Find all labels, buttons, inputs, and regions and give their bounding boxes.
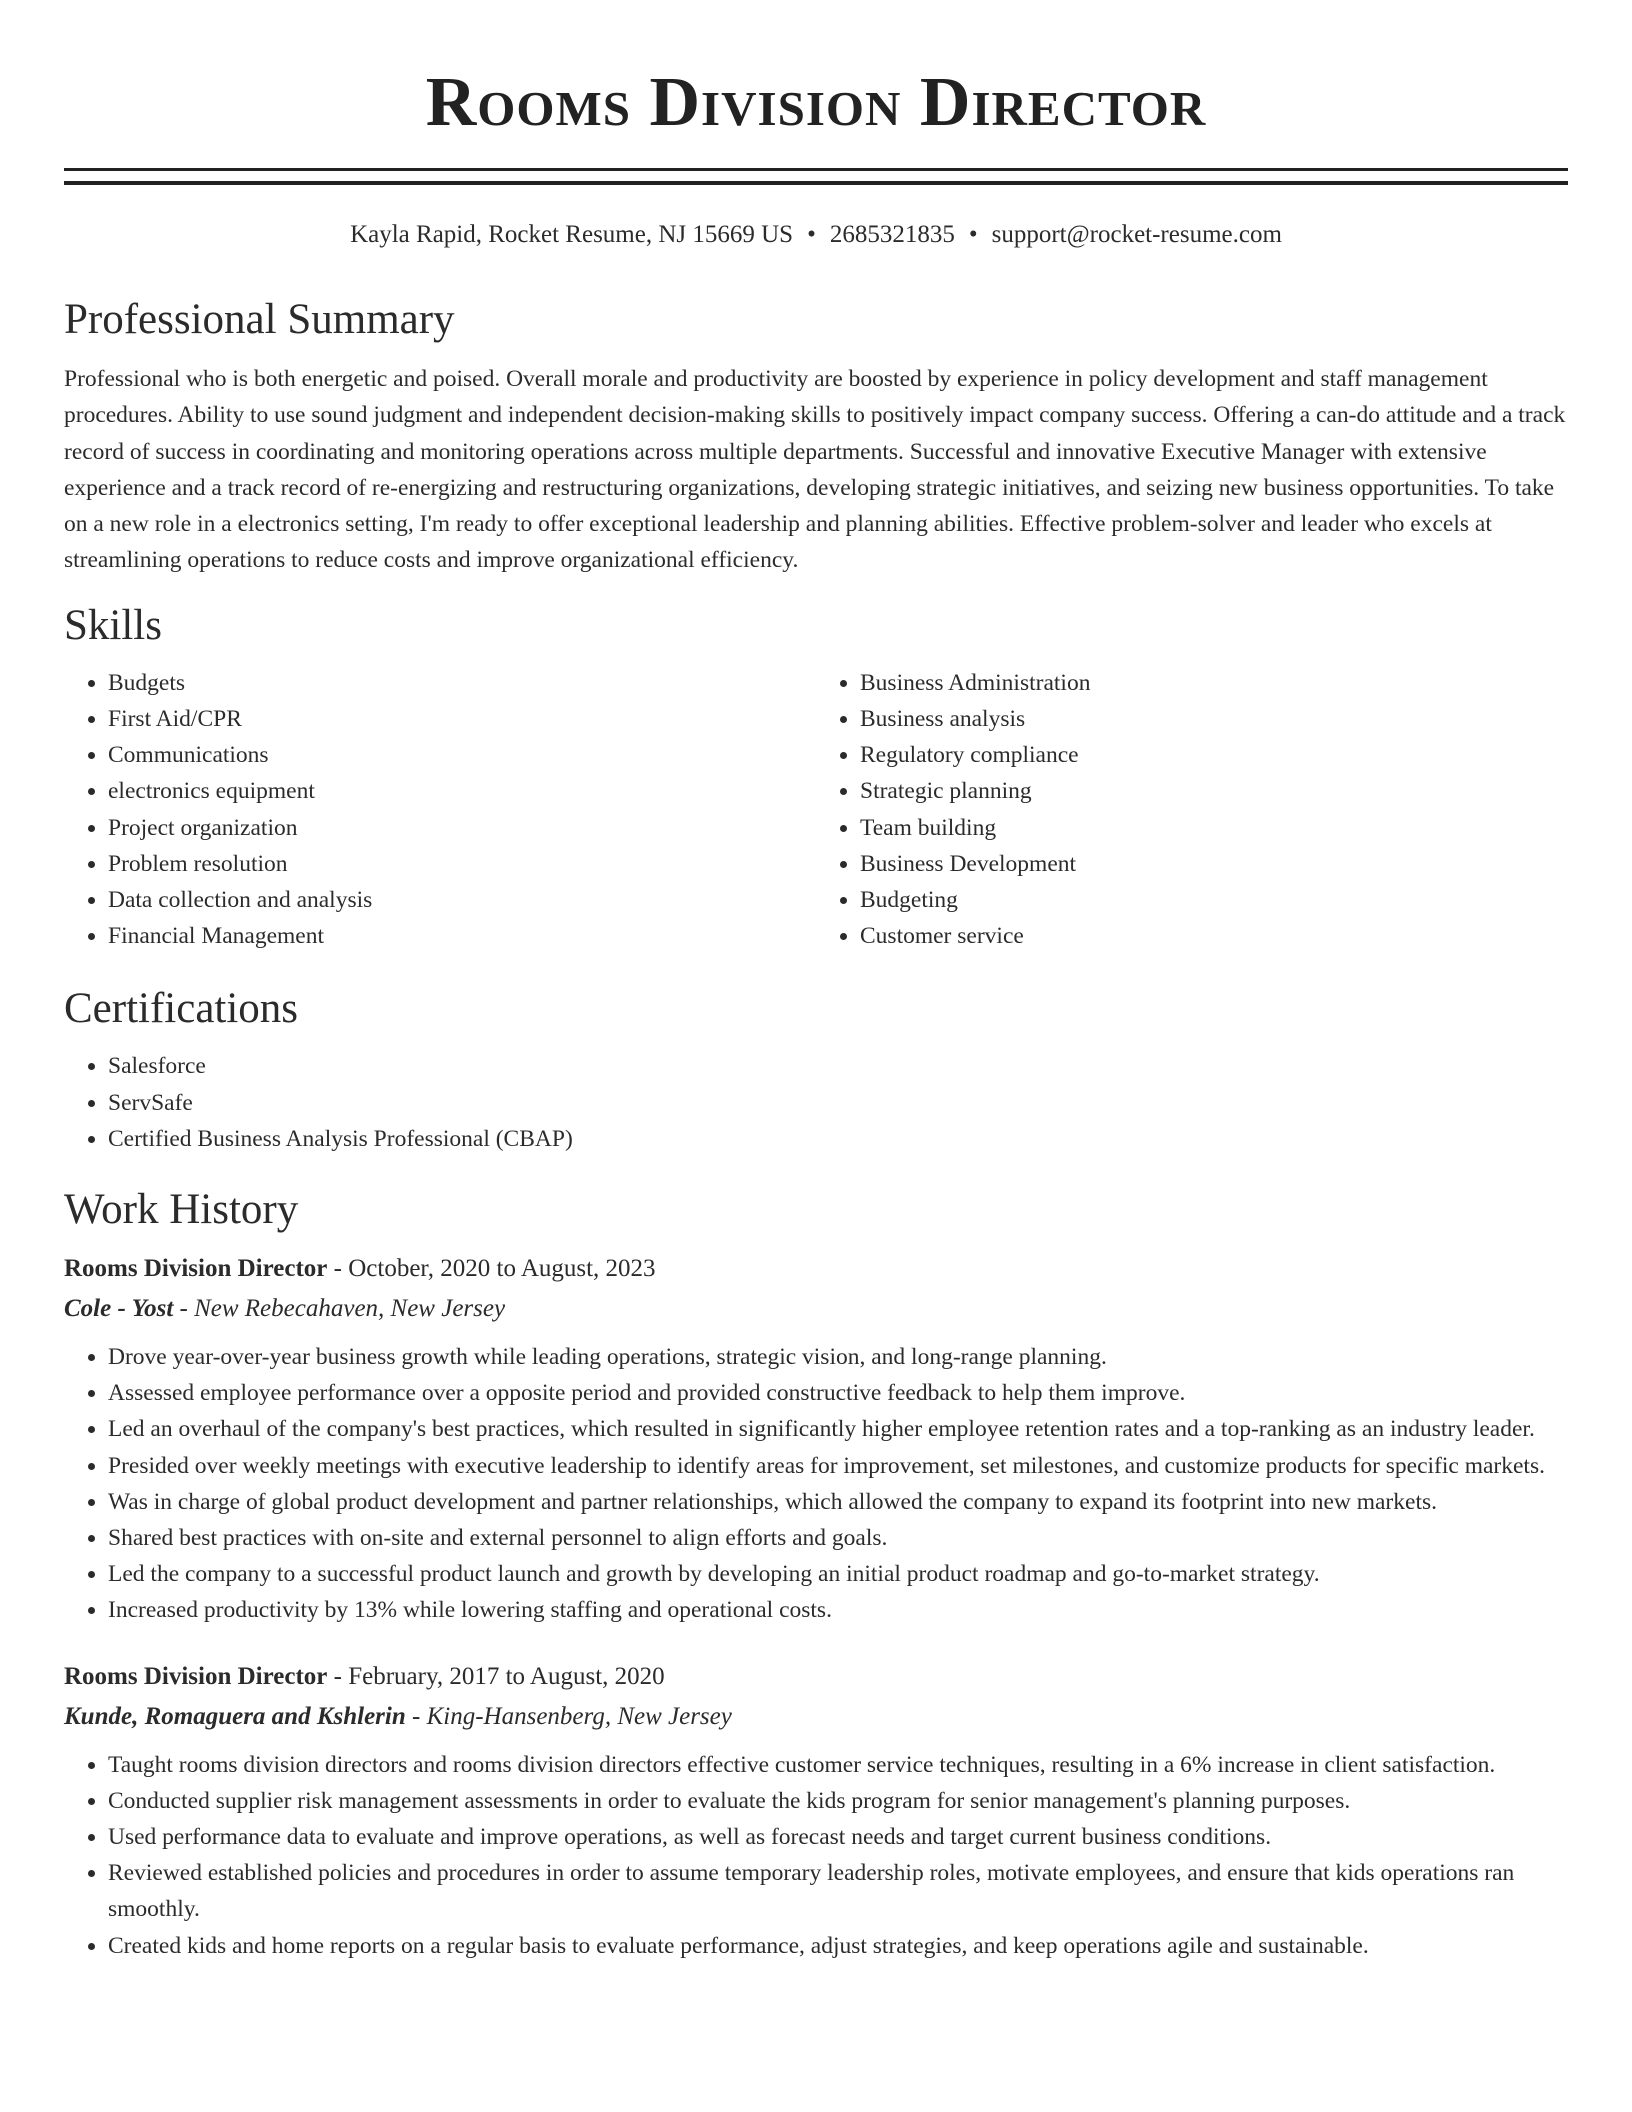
skill-item: • electronics equipment [108,773,816,809]
certification-item: • ServSafe [108,1085,1568,1121]
job-bullet-list [64,1747,1568,1964]
job-bullet: • Reviewed established policies and procedures in order to assume temporary leadership roles, motivate employees, and ensure that kids operations ran smoothly. [108,1855,1568,1927]
contact-email: support@rocket-resume.com [991,221,1282,248]
summary-text: Professional who is both energetic and poised. Overall morale and productivity are boosted by experience in policy development and staff management procedures. Ability to use sound judgment and independent decision-making skills to positively impact company success. Offering a can-do attitude and a track record of success in coordinating and monitoring operations across multiple departments. Successful and innovative Executive Manager with extensive experience and a track record of re-energizing and restructuring organizations, developing strategic initiatives, and seizing new business opportunities. To take on a new role in a electronics setting, I'm ready to offer exceptional leadership and planning abilities. Effective problem-solver and leader who excels at streamlining operations to reduce costs and improve organizational efficiency. [64,366,1566,574]
skill-item: • Business Development [860,846,1568,882]
section-heading-certifications: Certifications [64,985,299,1033]
skill-item: • Strategic planning [860,773,1568,809]
skill-item: • Communications [108,737,816,773]
job-company-line [64,1697,1568,1737]
job-bullet: • Conducted supplier risk management assessments in order to evaluate the kids program for senior management's planning purposes. [108,1783,1568,1819]
section-heading-work-history: Work History [64,1186,299,1234]
job-entry [64,1249,1568,1629]
skills-list-left [64,665,816,955]
skill-item: • Business Administration [860,665,1568,701]
job-bullet: • Increased productivity by 13% while lowering staffing and operational costs. [108,1592,1568,1628]
resume-title: Rooms Division Director [425,64,1207,141]
job-dates: - February, 2017 to August, 2020 [327,1662,665,1690]
skill-item: • Regulatory compliance [860,737,1568,773]
job-bullet: • Presided over weekly meetings with executive leadership to identify areas for improvement, set milestones, and customize products for specific markets. [108,1448,1568,1484]
contact-separator: • [807,221,816,248]
job-role: Rooms Division Director [64,1255,328,1283]
skills-list-right [816,665,1568,955]
job-company-line [64,1289,1568,1329]
certification-item: • Salesforce [108,1048,1568,1084]
job-bullet: • Led an overhaul of the company's best practices, which resulted in significantly higher employee retention rates and a top-ranking as an industry leader. [108,1411,1568,1447]
job-bullet: • Led the company to a successful product launch and growth by developing an initial product roadmap and go-to-market strategy. [108,1556,1568,1592]
skills-columns [64,665,1568,955]
job-bullet: • Taught rooms division directors and rooms division directors effective customer service techniques, resulting in a 6% increase in client satisfaction. [108,1747,1568,1783]
job-dates: - October, 2020 to August, 2023 [327,1255,656,1283]
job-bullet-list [64,1339,1568,1629]
skill-item: • Team building [860,810,1568,846]
skill-item: • Budgets [108,665,816,701]
title-double-rule [64,168,1568,185]
certifications-list [64,1048,1568,1157]
skill-item: • First Aid/CPR [108,701,816,737]
job-bullet: • Was in charge of global product development and partner relationships, which allowed the company to expand its footprint into new markets. [108,1484,1568,1520]
job-role: Rooms Division Director [64,1662,328,1690]
skill-item: • Financial Management [108,918,816,954]
job-bullet: • Created kids and home reports on a regular basis to evaluate performance, adjust strategies, and keep operations agile and sustainable. [108,1928,1568,1964]
section-heading-summary: Professional Summary [64,296,455,343]
contact-address: Kayla Rapid, Rocket Resume, NJ 15669 US [350,221,794,248]
job-company: Kunde, Romaguera and Kshlerin [64,1702,406,1730]
certification-item: • Certified Business Analysis Professional (CBAP) [108,1121,1568,1157]
contact-separator: • [968,221,978,248]
job-company: Cole - Yost [64,1295,174,1323]
section-heading-skills: Skills [64,601,162,649]
skill-item: • Data collection and analysis [108,882,816,918]
job-title-line [64,1657,1568,1697]
skill-item: • Customer service [860,918,1568,954]
job-title-line [64,1249,1568,1289]
contact-phone: 2685321835 [829,221,955,248]
job-bullet: • Shared best practices with on-site and external personnel to align efforts and goals. [108,1520,1568,1556]
job-entry [64,1657,1568,1964]
job-location: - New Rebecahaven, New Jersey [173,1295,506,1323]
contact-line [64,219,1568,251]
job-bullet: • Assessed employee performance over a opposite period and provided constructive feedback to help them improve. [108,1375,1568,1411]
job-bullet: • Used performance data to evaluate and improve operations, as well as forecast needs and target current business conditions. [108,1819,1568,1855]
skill-item: • Project organization [108,810,816,846]
job-bullet: • Drove year-over-year business growth while leading operations, strategic vision, and long-range planning. [108,1339,1568,1375]
resume-page [64,0,1568,1964]
skill-item: • Budgeting [860,882,1568,918]
skill-item: • Business analysis [860,701,1568,737]
job-location: - King-Hansenberg, New Jersey [405,1702,732,1730]
skill-item: • Problem resolution [108,846,816,882]
